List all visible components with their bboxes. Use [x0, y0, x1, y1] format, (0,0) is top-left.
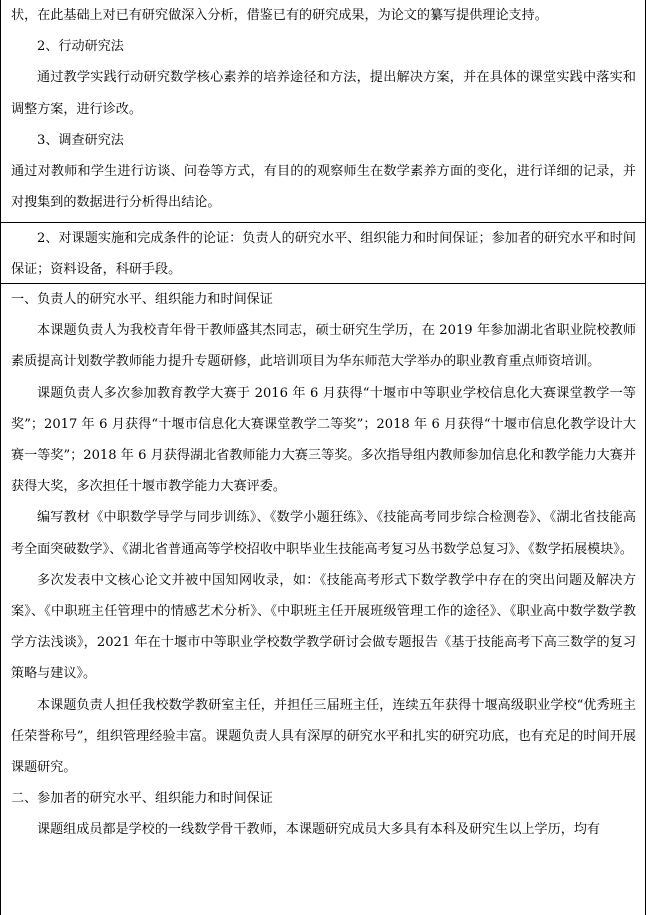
table-cell-research-methods — [1, 0, 645, 223]
paragraph-participants: 课题组成员都是学校的一线数学骨干教师，本课题研究成员大多具有本科及研究生以上学历，均有 — [37, 822, 601, 838]
paragraph-conditions-prompt: 2、对课题实施和完成条件的论证：负责人的研究水平、组织能力和时间保证；参加者的研究水平和时间保证；资料设备，科研手段。 — [11, 231, 636, 278]
table-cell-conditions-prompt — [1, 223, 645, 284]
paragraph-leader-profile: 本课题负责人为我校青年骨干教师盛其杰同志，硕士研究生学历，在 2019 年参加湖北省职业院校教师素质提高计划数学教师能力提升专题研修，此培训项目为华东师范大学举办的职业教育重点师资培训。 — [11, 323, 636, 370]
paragraph-leader-management: 本课题负责人担任我校数学教研室主任，并担任三届班主任，连续五年获得十堰高级职业学校“优秀班主任荣誉称号”，组织管理经验丰富。课题负责人具有深厚的研究水平和扎实的研究功底，也有充足的时间开展课题研究。 — [11, 697, 636, 776]
heading-action-research: 2、行动研究法 — [37, 39, 124, 55]
paragraph-survey-research: 通过对教师和学生进行访谈、问卷等方式，有目的的观察师生在数学素养方面的变化，进行详细的记录，并对搜集到的数据进行分析得出结论。 — [11, 164, 636, 211]
section-heading-leader: 一、负责人的研究水平、组织能力和时间保证 — [11, 292, 273, 307]
section-heading-participants: 二、参加者的研究水平、组织能力和时间保证 — [11, 791, 273, 807]
heading-survey-research: 3、调查研究法 — [37, 132, 124, 148]
paragraph-leader-papers: 多次发表中文核心论文并被中国知网收录，如：《技能高考形式下数学教学中存在的突出问题及解决方案》、《中职班主任管理中的情感艺术分析》、《中职班主任开展班级管理工作的途径》、《职业高中数学数学教学方法浅谈》，2021 年在十堰市中等职业学校数学教学研讨会做专题报告《基于技能高考下高三数学的复习策略与建议》。 — [11, 572, 636, 682]
paragraph-leader-awards: 课题负责人多次参加教育教学大赛于 2016 年 6 月获得“十堰市中等职业学校信息化大赛课堂教学一等奖”；2017 年 6 月获得“十堰市信息化大赛课堂教学二等奖”；2018 年 6 月获得“十堰市信息化教学设计大赛一等奖”；2018 年 6 月获得湖北省教师能力大赛三等奖。多次指导组内教师参加信息化和教学能力大赛并获得大奖，多次担任十堰市教学能力大赛评委。 — [11, 385, 636, 495]
paragraph-action-research: 通过教学实践行动研究数学核心素养的培养途径和方法，提出解决方案，并在具体的课堂实践中落实和调整方案，进行诊改。 — [11, 70, 636, 117]
paragraph-literature-continued: 状，在此基础上对已有研究做深入分析，借鉴已有的研究成果，为论文的纂写提供理论支持。 — [11, 8, 548, 23]
table-cell-conditions-body — [1, 284, 645, 915]
paragraph-leader-textbooks: 编写教材《中职数学导学与同步训练》、《数学小题狂练》、《技能高考同步综合检测卷》、《湖北省技能高考全面突破数学》、《湖北省普通高等学校招收中职毕业生技能高考复习丛书数学总复习》、《数学拓展模块》。 — [11, 510, 636, 557]
